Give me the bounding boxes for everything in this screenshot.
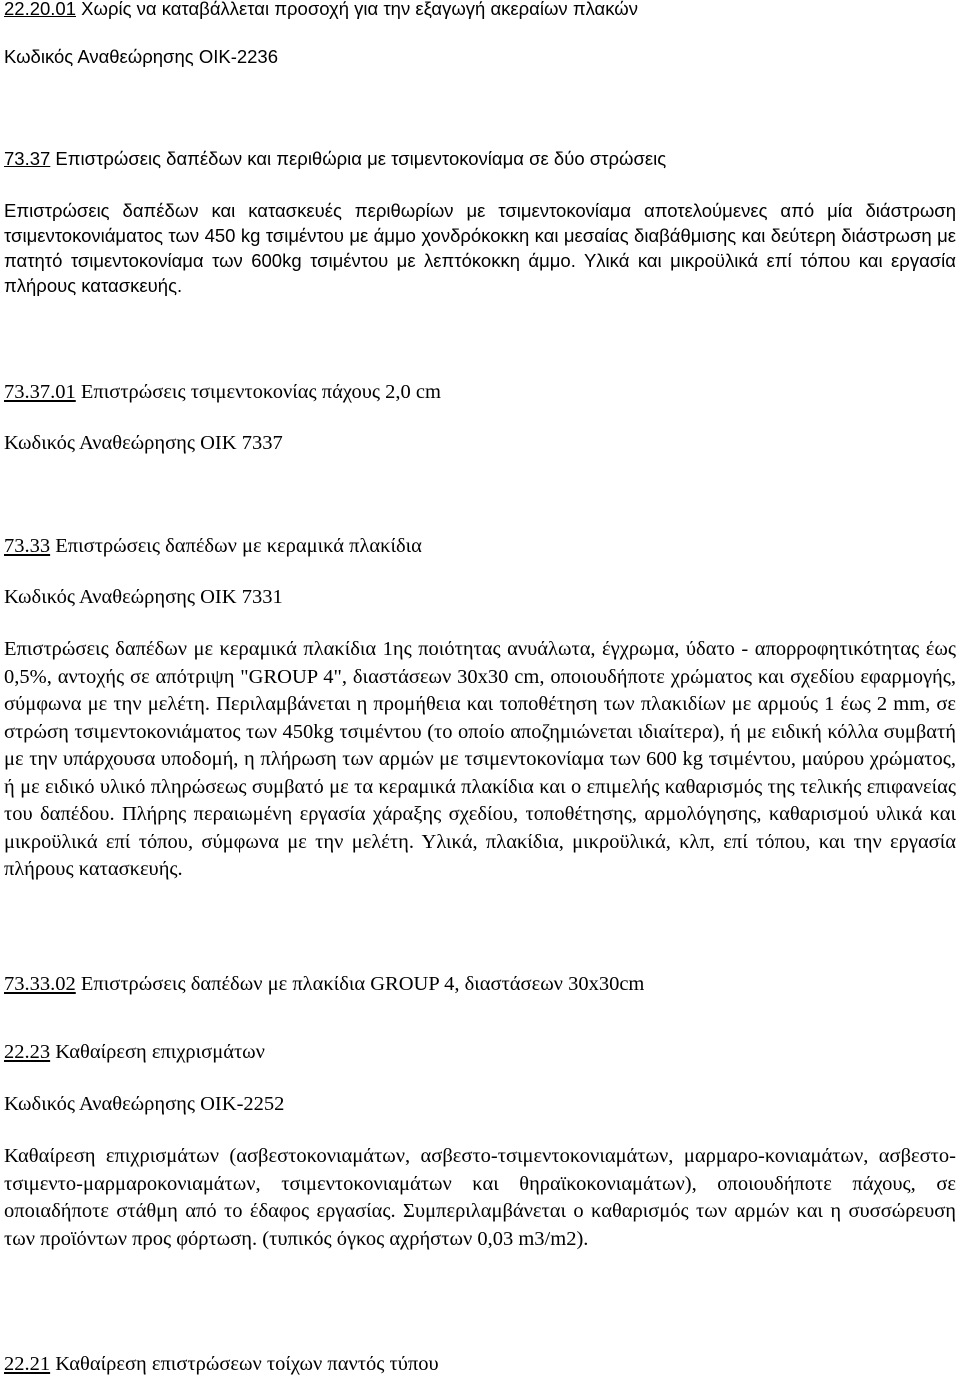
description-73-37: Επιστρώσεις δαπέδων και κατασκευές περιθωρίων με τσιμεντοκονίαμα αποτελούμενες από μία διάστρωση τσιμεντοκονιάματος των 450 kg τσιμέντου με άμμο χονδρόκοκκη και μεσαίας διαβάθμισης και δεύτερη διάστρωση με πατητό τσιμεντοκονίαμα των 600kg τσιμέντου με λεπτόκοκκη άμμο. Υλικά και μικροϋλικά επί τόπου και εργασία πλήρους κατασκευής.: [4, 200, 956, 296]
heading-73-37: [4, 148, 666, 170]
heading-22-23: [4, 1041, 265, 1064]
section-number: 22.20.01: [4, 0, 77, 19]
heading-22-21: [4, 1353, 439, 1376]
description-22-23: Καθαίρεση επιχρισμάτων (ασβεστοκονιαμάτων, ασβεστο-τσιμεντοκονιαμάτων, μαρμαρο-κονιαμάτων, ασβεστο-τσιμεντο-μαρμαροκονιαμάτων, τσιμεντοκονιαμάτων και θηραϊκοκονιαμάτων), οποιουδήποτε πάχους, σε οποιαδήποτε στάθμη από το έδαφος εργασίας. Συμπεριλαμβάνεται ο καθαρισμός των αρμών και η συσσώρευση των προϊόντων προς φόρτωση. (τυπικός όγκος αχρήστων 0,03 m3/m2).: [4, 1145, 956, 1250]
section-title: Καθαίρεση επιστρώσεων τοίχων παντός τύπου: [50, 1353, 439, 1375]
section-number: 73.37: [4, 148, 51, 169]
section-title: Χωρίς να καταβάλλεται προσοχή για την εξαγωγή ακεραίων πλακών: [76, 0, 638, 19]
section-number: 22.21: [4, 1353, 51, 1375]
revision-code-73-37-01: Κωδικός Αναθεώρησης ΟΙΚ 7337: [4, 432, 283, 454]
section-title: Επιστρώσεις τσιμεντοκονίας πάχους 2,0 cm: [75, 381, 441, 403]
section-number: 22.23: [4, 1041, 51, 1063]
section-title: Επιστρώσεις δαπέδων με πλακίδια GROUP 4, διαστάσεων 30x30cm: [75, 973, 645, 995]
section-title: Επιστρώσεις δαπέδων με κεραμικά πλακίδια: [50, 535, 422, 557]
section-number: 73.33: [4, 535, 51, 557]
heading-73-33-02: [4, 973, 644, 996]
revision-code-22-23: Κωδικός Αναθεώρησης ΟΙΚ-2252: [4, 1093, 285, 1115]
section-title: Επιστρώσεις δαπέδων και περιθώρια με τσιμεντοκονίαμα σε δύο στρώσεις: [50, 148, 667, 169]
description-73-33: Επιστρώσεις δαπέδων με κεραμικά πλακίδια 1ης ποιότητας ανυάλωτα, έγχρωμα, ύδατο - απορροφητικότητας έως 0,5%, αντοχής σε απότριψη "GROUP 4", διαστάσεων 30x30 cm, οποιουδήποτε χρώματος και σχεδίου εφαρμογής, σύμφωνα με την μελέτη. Περιλαμβάνεται η προμήθεια και τοποθέτηση των πλακιδίων με αρμούς 1 έως 2 mm, σε στρώση τσιμεντοκονιάματος των 450kg τσιμέντου (το οποίο αποζημιώνεται ιδιαίτερα), ή με ειδική κόλλα συμβατή με την υπάρχουσα υποδομή, η πλήρωση των αρμών με τσιμεντοκονίαμα των 600 kg τσιμέντου, μαύρου χρώματος, ή με ειδικό υλικό πληρώσεως συμβατό με τα κεραμικά πλακίδια και ο επιμελής καθαρισμός της τελικής επιφανείας του δαπέδου. Πλήρης περαιωμένη εργασία χάραξης σχεδίου, τοποθέτησης, αρμολόγησης, καθαρισμού υλικά και μικροϋλικά επί τόπου, σύμφωνα με την μελέτη. Υλικά, πλακίδια, μικροϋλικά, κλπ, επί τόπου, και την εργασία πλήρους κατασκευής.: [4, 638, 956, 880]
section-number: 73.33.02: [4, 973, 76, 995]
heading-22-20-01: [4, 0, 638, 20]
section-title: Καθαίρεση επιχρισμάτων: [50, 1041, 265, 1063]
revision-code-22-20-01: Κωδικός Αναθεώρησης ΟΙΚ-2236: [4, 46, 279, 67]
heading-73-37-01: [4, 381, 441, 404]
revision-code-73-33: Κωδικός Αναθεώρησης ΟΙΚ 7331: [4, 586, 283, 608]
section-number: 73.37.01: [4, 381, 76, 403]
heading-73-33: [4, 535, 422, 558]
